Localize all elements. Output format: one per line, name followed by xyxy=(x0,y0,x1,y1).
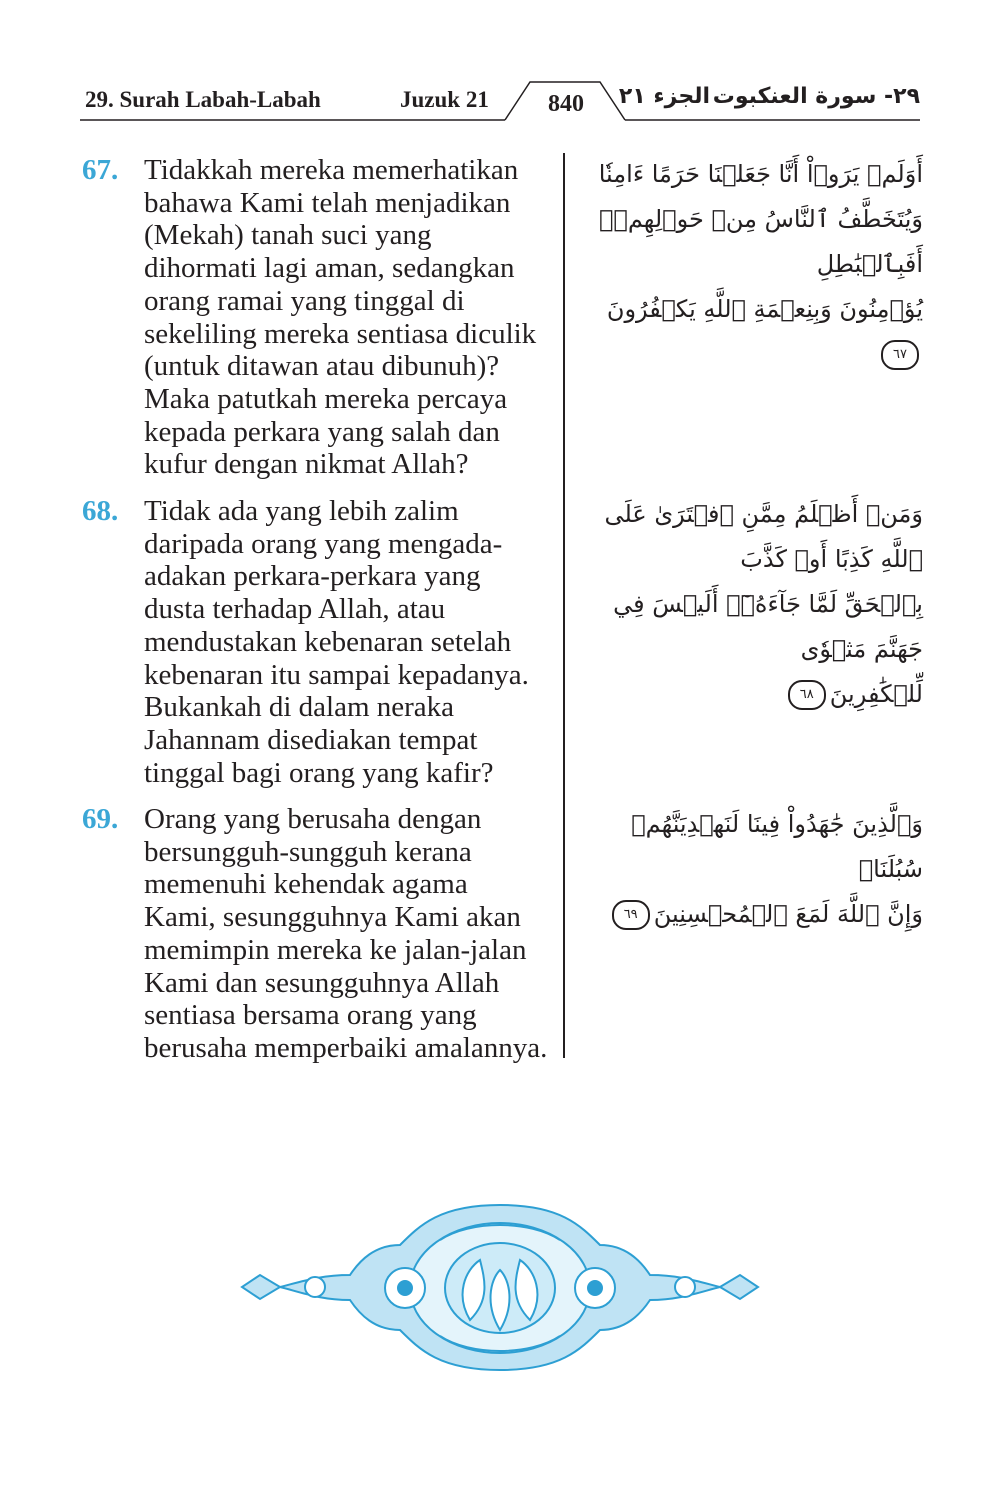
verse-68-arabic xyxy=(575,492,923,717)
verse-text: Tidak ada yang lebih zalim daripada orang yang mengada- adakan perkara-perkara yang dusta terhadap Allah, atau mendustakan kebenaran setelah kebenaran itu sampai kepadanya. Bukankah di dalam neraka Jahannam disediakan tempat tinggal bagi orang yang kafir? xyxy=(144,495,529,789)
verse-text: Orang yang berusaha dengan bersungguh-sungguh kerana memenuhi kehendak agama Kami, sesungguhnya Kami akan memimpin mereka ke jalan-jalan Kami dan sesungguhnya Allah sentiasa bersama orang yang berusaha memperbaiki amalannya. xyxy=(144,803,548,1064)
page-number: 840 xyxy=(548,91,584,117)
verse-69-translation xyxy=(82,803,562,1065)
left-small-flower xyxy=(305,1277,325,1297)
left-flower-center xyxy=(398,1281,412,1295)
decorative-ornament-icon xyxy=(240,1200,760,1375)
ayah-marker-69: ٦٩ xyxy=(612,900,650,930)
ayah-marker-67: ٦٧ xyxy=(881,340,919,370)
ayah-marker-68: ٦٨ xyxy=(788,680,826,710)
verse-67-arabic xyxy=(575,152,923,377)
verse-69-arabic xyxy=(575,802,923,937)
right-small-flower xyxy=(675,1277,695,1297)
juzuk-label: Juzuk 21 xyxy=(400,87,489,112)
verse-number: 68. xyxy=(82,495,119,527)
verse-67-translation xyxy=(82,154,562,481)
verse-text: Tidakkah mereka memerhatikan bahawa Kami telah menjadikan (Mekah) tanah suci yang dihormati lagi aman, sedangkan orang ramai yang tinggal di sekeliling mereka sentiasa diculik (untuk ditawan atau dibunuh)? Maka patutkah mereka percaya kepada perkara yang salah dan kufur dengan nikmat Allah? xyxy=(144,154,537,481)
arabic-text: وَمَنۡ أَظۡلَمُ مِمَّنِ ٱفۡتَرَىٰ عَلَى ٱللَّهِ كَذِبًا أَوۡ كَذَّبَ بِٱلۡحَقِّ لَمَّا جَآءَهُۥٓۚ أَلَيۡسَ فِي جَهَنَّمَ مَثۡوٗى لِّلۡكَٰفِرِينَ xyxy=(604,500,923,708)
juz-label-arabic: الجزء ٢١ xyxy=(618,84,710,109)
arabic-text: وَٱلَّذِينَ جَٰهَدُواْ فِينَا لَنَهۡدِيَنَّهُمۡ سُبُلَنَاۚ وَإِنَّ ٱللَّهَ لَمَعَ ٱلۡمُحۡسِنِينَ xyxy=(631,810,923,928)
left-finial xyxy=(242,1275,280,1299)
page-header xyxy=(0,0,1000,125)
right-finial xyxy=(720,1275,758,1299)
right-flower-center xyxy=(588,1281,602,1295)
surah-title-latin: 29. Surah Labah-Labah xyxy=(85,87,321,112)
column-divider xyxy=(563,153,565,1058)
surah-title-arabic: ٢٩- سورة العنكبوت xyxy=(712,84,920,109)
verse-number: 69. xyxy=(82,803,119,835)
verse-68-translation xyxy=(82,495,562,789)
verse-number: 67. xyxy=(82,154,119,186)
arabic-text: أَوَلَمۡ يَرَوۡاْ أَنَّا جَعَلۡنَا حَرَمًا ءَامِنٗا وَيُتَخَطَّفُ ٱلنَّاسُ مِنۡ حَوۡلِهِمۡۚ أَفَبِٱلۡبَٰطِلِ يُؤۡمِنُونَ وَبِنِعۡمَةِ ٱللَّهِ يَكۡفُرُونَ xyxy=(598,160,923,323)
